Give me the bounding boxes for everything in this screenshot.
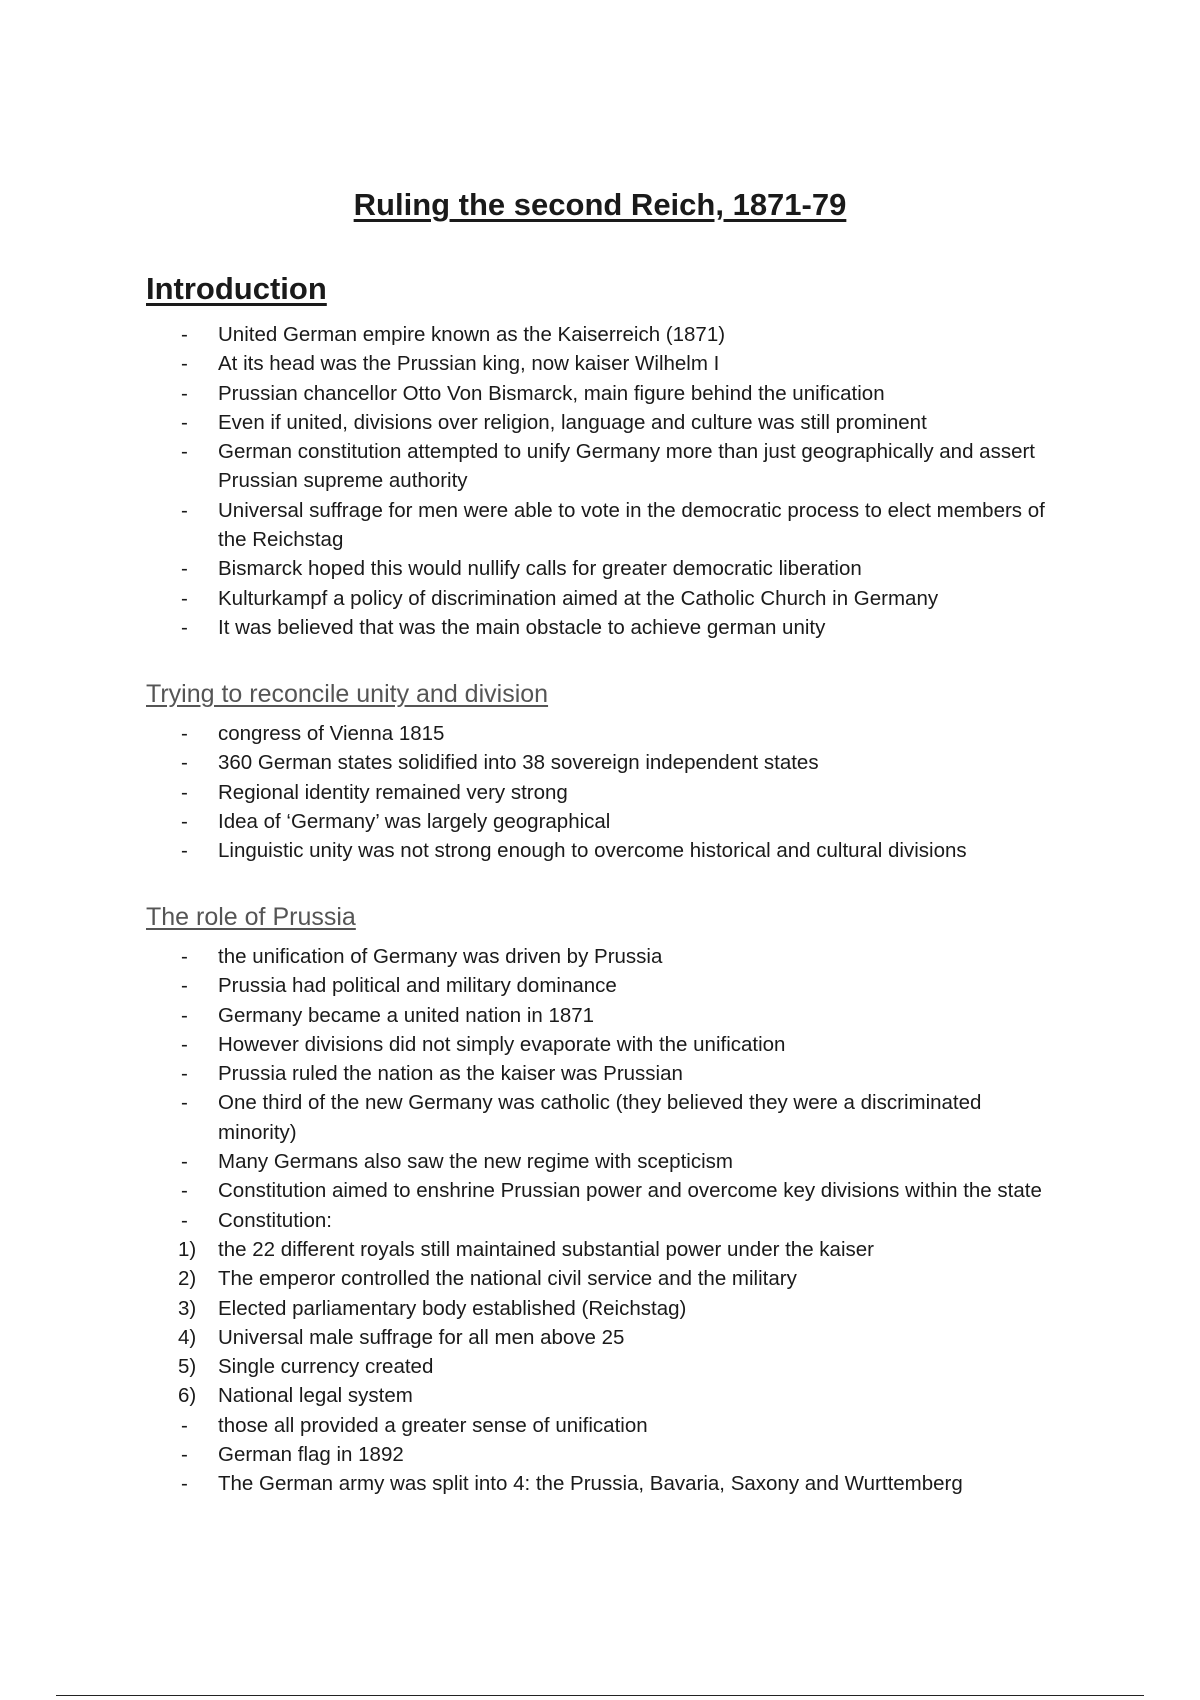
list-number: 5) — [178, 1355, 197, 1379]
bullet-dash: - — [181, 1472, 188, 1496]
list-item-text: German constitution attempted to unify Germany more than just geographically and assert Prussian supreme authority — [218, 440, 1036, 493]
list-item — [0, 942, 1200, 971]
footer-divider — [56, 1695, 1144, 1696]
section-heading-reconcile: Trying to reconcile unity and division — [146, 680, 549, 708]
bullet-dash: - — [181, 1413, 188, 1437]
list-item — [0, 1264, 1200, 1293]
list-item — [0, 1147, 1200, 1176]
bullet-dash: - — [181, 839, 188, 863]
list-item — [0, 1440, 1200, 1469]
bullet-dash: - — [181, 1062, 188, 1086]
bullet-dash: - — [181, 381, 188, 405]
list-item — [0, 807, 1200, 836]
list-item — [0, 971, 1200, 1000]
list-item-text: Single currency created — [218, 1355, 434, 1379]
bullet-dash: - — [181, 1032, 188, 1056]
list-item — [0, 1294, 1200, 1323]
bullet-dash: - — [181, 440, 188, 464]
section-list-prussia — [0, 942, 1200, 1499]
list-item — [0, 379, 1200, 408]
list-item-text: those all provided a greater sense of unification — [218, 1413, 648, 1437]
bullet-dash: - — [181, 780, 188, 804]
bullet-dash: - — [181, 557, 188, 581]
list-item-text: It was believed that was the main obstacle to achieve german unity — [218, 615, 826, 639]
bullet-dash: - — [181, 1003, 188, 1027]
bullet-dash: - — [181, 1443, 188, 1467]
bullet-dash: - — [181, 1208, 188, 1232]
list-item — [0, 1352, 1200, 1381]
list-item-text: Prussian chancellor Otto Von Bismarck, main figure behind the unification — [218, 381, 885, 405]
list-item — [0, 349, 1200, 378]
list-item — [0, 748, 1200, 777]
list-item-text: National legal system — [218, 1384, 413, 1408]
list-item-text: Bismarck hoped this would nullify calls for greater democratic liberation — [218, 557, 862, 581]
list-item-text: Even if united, divisions over religion, language and culture was still prominent — [218, 410, 927, 434]
bullet-dash: - — [181, 498, 188, 522]
list-item — [0, 554, 1200, 583]
bullet-dash: - — [181, 945, 188, 968]
list-item — [0, 320, 1200, 349]
list-number: 4) — [178, 1325, 197, 1349]
bullet-dash: - — [181, 1150, 188, 1174]
list-item — [0, 1001, 1200, 1030]
list-item-text: Linguistic unity was not strong enough to overcome historical and cultural divisions — [218, 839, 967, 863]
bullet-dash: - — [181, 1091, 188, 1115]
list-item — [0, 584, 1200, 613]
list-item — [0, 1176, 1200, 1205]
bullet-dash: - — [181, 352, 188, 376]
list-number: 2) — [178, 1267, 197, 1291]
list-number: 1) — [178, 1237, 197, 1261]
list-item-text: Kulturkampf a policy of discrimination aimed at the Catholic Church in Germany — [218, 586, 939, 610]
list-item-text: Constitution: — [218, 1208, 332, 1232]
list-item — [0, 1235, 1200, 1264]
bullet-dash: - — [181, 410, 188, 434]
list-item — [0, 719, 1200, 748]
list-item-text: The emperor controlled the national civil service and the military — [218, 1267, 797, 1291]
section-heading-introduction: Introduction — [146, 271, 327, 306]
list-item-text: United German empire known as the Kaiserreich (1871) — [218, 323, 726, 346]
list-item-text: Regional identity remained very strong — [218, 780, 568, 804]
list-item-text: congress of Vienna 1815 — [218, 722, 445, 745]
list-item — [0, 496, 1200, 555]
page-title: Ruling the second Reich, 1871-79 — [353, 187, 847, 222]
list-item — [0, 1411, 1200, 1440]
list-item — [0, 437, 1200, 496]
list-item — [0, 778, 1200, 807]
list-item-text: However divisions did not simply evaporate with the unification — [218, 1032, 786, 1056]
list-item — [0, 1030, 1200, 1059]
list-item — [0, 613, 1200, 642]
list-item-text: Many Germans also saw the new regime with scepticism — [218, 1150, 733, 1174]
list-item — [0, 1469, 1200, 1498]
list-item-text: Prussia ruled the nation as the kaiser was Prussian — [218, 1062, 683, 1086]
list-item — [0, 1059, 1200, 1088]
list-item-text: Universal suffrage for men were able to vote in the democratic process to elect members of the Reichstag — [218, 498, 1045, 552]
bullet-dash: - — [181, 722, 188, 745]
list-item — [0, 1088, 1200, 1147]
section-list-introduction — [0, 320, 1200, 642]
bullet-dash: - — [181, 1179, 188, 1203]
section-heading-prussia: The role of Prussia — [146, 903, 356, 931]
list-item-text: The German army was split into 4: the Prussia, Bavaria, Saxony and Wurttemberg — [218, 1472, 963, 1496]
bullet-dash: - — [181, 751, 188, 775]
list-item — [0, 836, 1200, 865]
list-item-text: Germany became a united nation in 1871 — [218, 1003, 595, 1027]
list-item-text: German flag in 1892 — [218, 1443, 404, 1467]
bullet-dash: - — [181, 974, 188, 998]
list-item-text: One third of the new Germany was catholic (they believed they were a discriminated minority) — [218, 1091, 982, 1144]
list-item-text: the unification of Germany was driven by Prussia — [218, 945, 663, 968]
bullet-dash: - — [181, 323, 188, 346]
list-item-text: the 22 different royals still maintained substantial power under the kaiser — [218, 1237, 874, 1261]
list-item — [0, 1381, 1200, 1410]
list-number: 6) — [178, 1384, 197, 1408]
list-item — [0, 1323, 1200, 1352]
list-item-text: Elected parliamentary body established (Reichstag) — [218, 1296, 687, 1320]
section-list-reconcile — [0, 719, 1200, 865]
list-item-text: At its head was the Prussian king, now kaiser Wilhelm I — [218, 352, 720, 376]
list-item — [0, 1206, 1200, 1235]
list-item-text: Universal male suffrage for all men above 25 — [218, 1325, 625, 1349]
list-item-text: Idea of ‘Germany’ was largely geographical — [218, 809, 611, 833]
bullet-dash: - — [181, 586, 188, 610]
list-item-text: 360 German states solidified into 38 sovereign independent states — [218, 751, 819, 775]
bullet-dash: - — [181, 809, 188, 833]
list-number: 3) — [178, 1296, 197, 1320]
list-item-text: Prussia had political and military dominance — [218, 974, 617, 998]
list-item-text: Constitution aimed to enshrine Prussian power and overcome key divisions within the state — [218, 1179, 1042, 1203]
list-item — [0, 408, 1200, 437]
bullet-dash: - — [181, 615, 188, 639]
